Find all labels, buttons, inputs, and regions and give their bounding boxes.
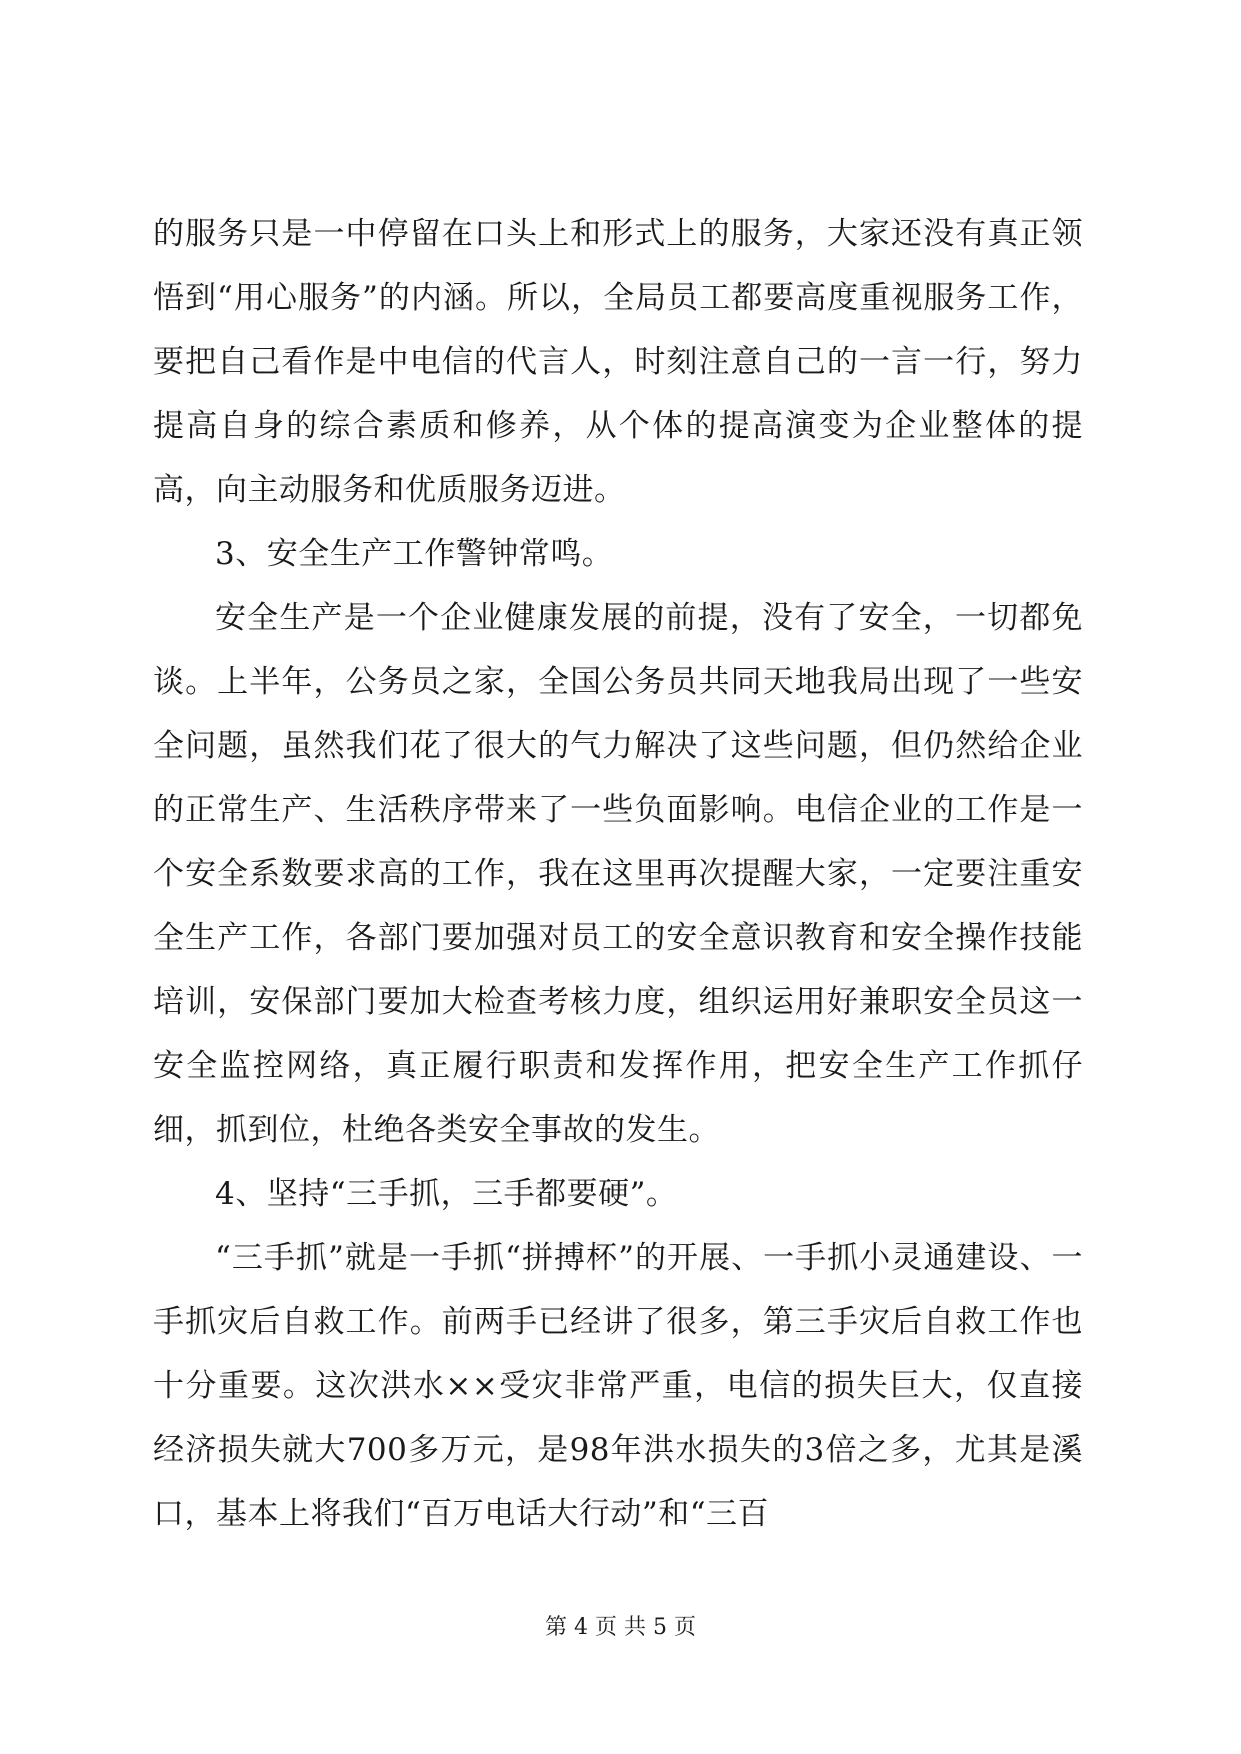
- page-footer: 第 4 页 共 5 页: [545, 1615, 696, 1640]
- paragraph-safety-production: 安全生产是一个企业健康发展的前提，没有了安全，一切都免谈。上半年，公务员之家，全国公务员共同天地我局出现了一些安全问题，虽然我们花了很大的气力解决了这些问题，但仍然给企业的正常生产、生活秩序带来了一些负面影响。电信企业的工作是一个安全系数要求高的工作，我在这里再次提醒大家，一定要注重安全生产工作，各部门要加强对员工的安全意识教育和安全操作技能培训，安保部门要加大检查考核力度，组织运用好兼职安全员这一安全监控网络，真正履行职责和发挥作用，把安全生产工作抓仔细，抓到位，杜绝各类安全事故的发生。: [153, 600, 1083, 1148]
- heading-safety-production: 3、安全生产工作警钟常鸣。: [215, 536, 614, 572]
- paragraph-service-continuation: 的服务只是一中停留在口头上和形式上的服务，大家还没有真正领悟到“用心服务”的内涵。所以，全局员工都要高度重视服务工作，要把自己看作是中电信的代言人，时刻注意自己的一言一行，努力提高自身的综合素质和修养，从个体的提高演变为企业整体的提高，向主动服务和优质服务迈进。: [153, 216, 1083, 508]
- heading-three-hands: 4、坚持“三手抓，三手都要硬”。: [215, 1176, 678, 1212]
- paragraph-three-hands: “三手抓”就是一手抓“拼搏杯”的开展、一手抓小灵通建设、一手抓灾后自救工作。前两手已经讲了很多，第三手灾后自救工作也十分重要。这次洪水××受灾非常严重，电信的损失巨大，仅直接经济损失就大700多万元，是98年洪水损失的3倍之多，尤其是溪口，基本上将我们“百万电话大行动”和“三百: [153, 1240, 1083, 1532]
- document-body: [153, 202, 1083, 1546]
